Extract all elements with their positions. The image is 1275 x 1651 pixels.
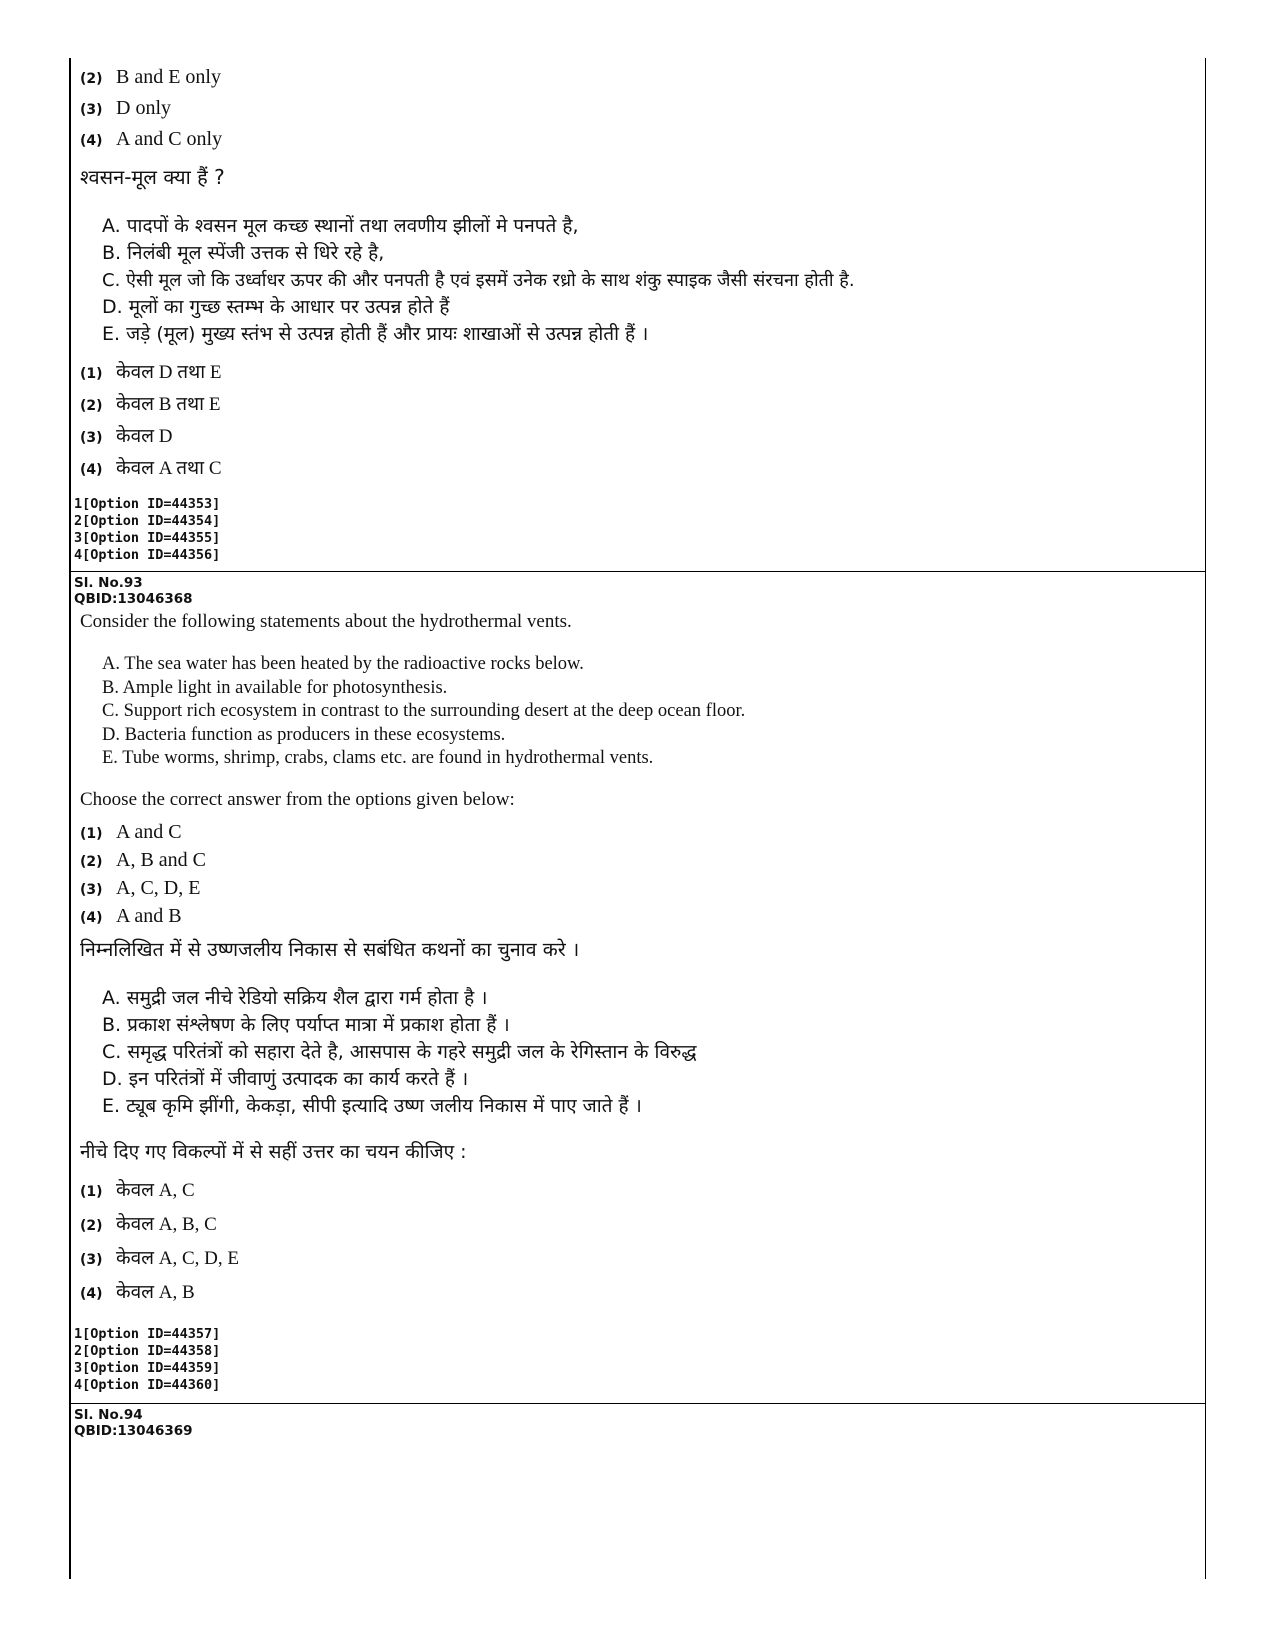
option-number: (1) [80,1183,103,1200]
q92-tail [74,66,1195,564]
question-93 [74,575,1195,1394]
option-number: (3) [80,881,103,898]
option-text: A, C, D, E [116,876,201,899]
option-id: 1[Option ID=44357] [74,1325,221,1342]
option-row [80,454,1195,486]
hindi-statements [80,985,1195,1120]
option-id: 3[Option ID=44355] [74,530,221,546]
hindi-question: निम्नलिखित में से उष्णजलीय निकास से सबंधित कथनों का चुनाव करे । [80,937,580,961]
statement: A. समुद्री जल नीचे रेडियो सक्रिय शैल द्वारा गर्म होता है । [102,986,488,1009]
option-text: A and C only [116,128,223,150]
option-row [80,849,1195,877]
statement: E. Tube worms, shrimp, crabs, clams etc. are found in hydrothermal vents. [102,748,654,769]
option-row [80,66,1195,97]
option-number: (2) [80,398,103,414]
statement: B. निलंबी मूल स्पेंजी उत्तक से धिरे रहे है, [102,242,385,264]
statement: D. इन परितंत्रों में जीवाणुं उत्पादक का कार्य करते हैं । [102,1067,469,1090]
option-text: A and B [116,904,182,927]
option-number: (2) [80,1217,103,1234]
option-text: केवल A, B, C [116,1213,217,1235]
option-text: केवल A, B [116,1281,195,1303]
option-number: (4) [80,462,103,478]
option-number: (2) [80,853,103,870]
statements [80,653,1195,771]
option-text: A and C [116,820,182,843]
serial-number: Sl. No.94 [74,1407,143,1423]
statement: B. प्रकाश संश्लेषण के लिए पर्याप्त मात्रा में प्रकाश होता हैं । [102,1013,510,1036]
option-row [80,1176,1195,1210]
option-id: 3[Option ID=44359] [74,1359,221,1376]
left-border [69,58,71,1579]
hindi-question: श्वसन-मूल क्या हैं ? [80,165,225,189]
qbid: QBID:13046368 [74,591,193,607]
option-row [80,358,1195,390]
option-number: (3) [80,102,103,118]
right-border [1205,58,1206,1579]
option-row [80,97,1195,128]
option-text: केवल B तथा E [116,394,221,415]
choose-instruction: Choose the correct answer from the options given below: [80,788,515,810]
option-text: A, B and C [116,848,206,871]
option-row [80,1278,1195,1312]
hindi-choose-instruction: नीचे दिए गए विकल्पों में से सहीं उत्तर का चयन कीजिए : [80,1140,467,1163]
option-row [80,390,1195,422]
statement: D. Bacteria function as producers in these ecosystems. [102,724,506,745]
serial-number: Sl. No.93 [74,575,143,591]
option-text: B and E only [116,66,221,88]
option-text: केवल A, C, D, E [116,1247,240,1269]
option-text: केवल A तथा C [116,458,222,479]
option-row [80,905,1195,933]
option-text: केवल D [116,426,173,447]
question-divider [69,1403,1206,1404]
option-number: (2) [80,71,103,87]
question-94 [74,1407,1195,1439]
statement: E. जड़े (मूल) मुख्य स्तंभ से उत्पन्न होती हैं और प्रायः शाखाओं से उत्पन्न होती हैं । [102,323,649,345]
option-row [80,422,1195,454]
option-row [80,1244,1195,1278]
option-id: 1[Option ID=44353] [74,496,221,512]
option-number: (1) [80,825,103,842]
option-row [80,877,1195,905]
option-text: केवल D तथा E [116,362,222,383]
statement: C. Support rich ecosystem in contrast to the surrounding desert at the deep ocean floor. [102,701,746,722]
statement: B. Ample light in available for photosynthesis. [102,677,448,698]
question-text: Consider the following statements about the hydrothermal vents. [80,611,572,632]
option-row [80,128,1195,159]
option-text: केवल A, C [116,1179,195,1201]
option-id: 4[Option ID=44360] [74,1376,221,1393]
option-text: D only [116,97,171,119]
statement: C. ऐसी मूल जो कि उर्ध्वाधर ऊपर की और पनपती है एवं इसमें उनेक रध्रो के साथ शंकु स्पाइक जैसी संरचना होती है. [102,270,855,291]
statement: C. समृद्ध परितंत्रों को सहारा देते है, आसपास के गहरे समुद्री जल के रेगिस्तान के विरुद्ध [102,1040,697,1063]
option-number: (4) [80,1285,103,1302]
option-number: (1) [80,366,103,382]
option-row [80,821,1195,849]
statement: A. The sea water has been heated by the radioactive rocks below. [102,654,584,674]
option-id: 2[Option ID=44354] [74,513,221,529]
option-number: (4) [80,133,103,149]
qbid: QBID:13046369 [74,1423,193,1439]
statement: D. मूलों का गुच्छ स्तम्भ के आधार पर उत्पन्न होते हैं [102,296,450,318]
option-number: (3) [80,1251,103,1268]
option-number: (3) [80,430,103,446]
statement: E. ट्यूब कृमि झींगी, केकड़ा, सीपी इत्यादि उष्ण जलीय निकास में पाए जाते हैं । [102,1094,642,1117]
option-id: 2[Option ID=44358] [74,1342,221,1359]
option-id: 4[Option ID=44356] [74,547,221,563]
hindi-statements [80,213,1195,348]
statement: A. पादपों के श्वसन मूल कच्छ स्थानों तथा लवणीय झीलों मे पनपते है, [102,215,579,237]
option-number: (4) [80,909,103,926]
option-row [80,1210,1195,1244]
question-divider [69,571,1206,572]
